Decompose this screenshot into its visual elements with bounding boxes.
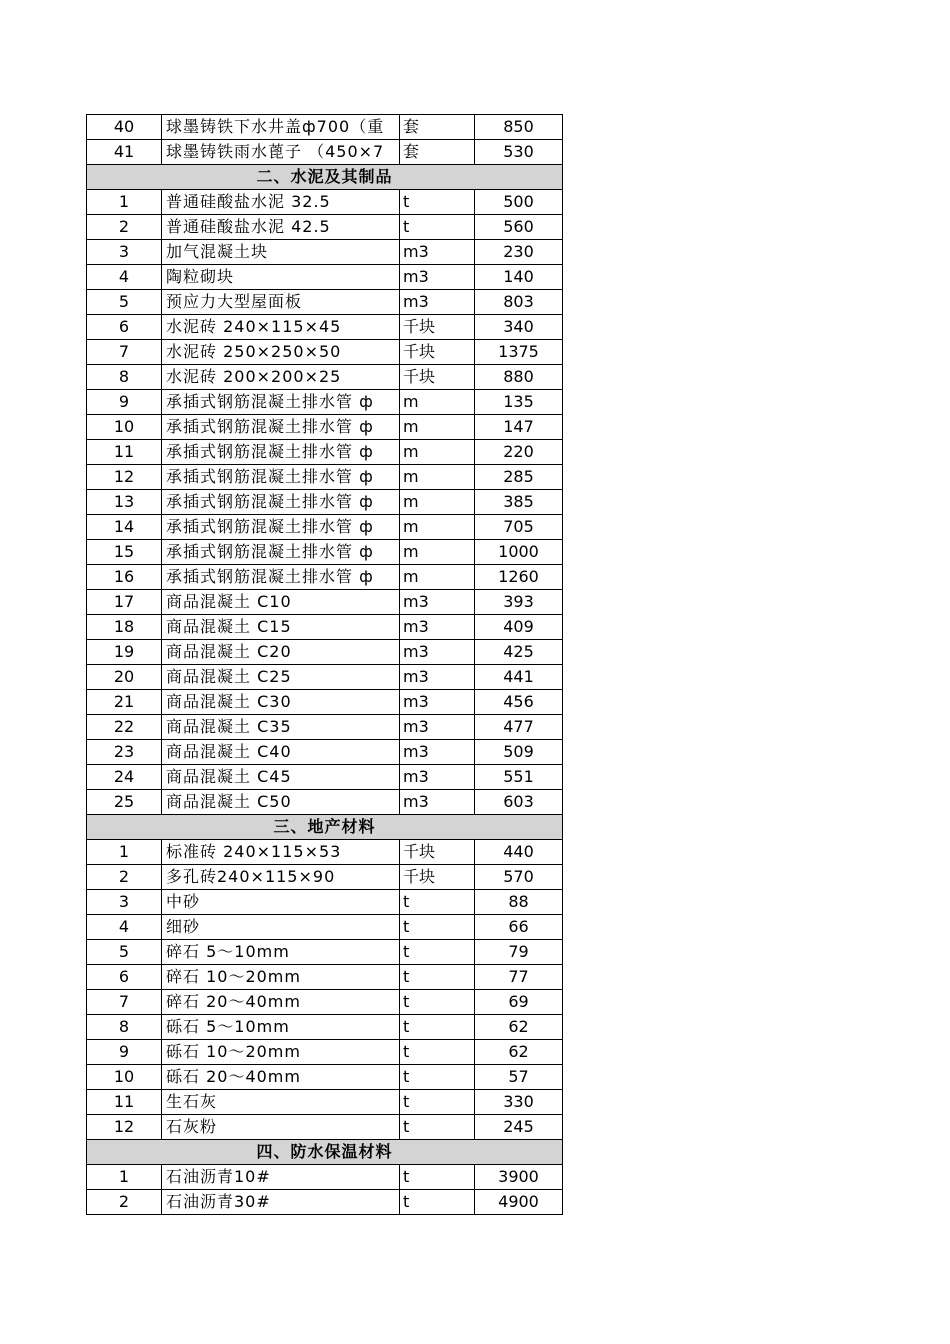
unit-cell[interactable]: t bbox=[400, 215, 475, 240]
price-cell[interactable]: 330 bbox=[475, 1090, 563, 1115]
table-row bbox=[87, 1115, 563, 1140]
table-row bbox=[87, 440, 563, 465]
table-row bbox=[87, 240, 563, 265]
unit-cell[interactable]: 千块 bbox=[400, 340, 475, 365]
price-cell[interactable]: 551 bbox=[475, 765, 563, 790]
row-number-cell[interactable]: 18 bbox=[87, 615, 162, 640]
unit-cell[interactable]: t bbox=[400, 1115, 475, 1140]
table-row bbox=[87, 690, 563, 715]
material-name-cell[interactable]: 商品混凝土 C50 bbox=[162, 790, 400, 815]
price-cell[interactable]: 393 bbox=[475, 590, 563, 615]
material-name-cell[interactable]: 生石灰 bbox=[162, 1090, 400, 1115]
table-row bbox=[87, 765, 563, 790]
section-title[interactable]: 二、水泥及其制品 bbox=[87, 165, 563, 190]
price-cell[interactable]: 560 bbox=[475, 215, 563, 240]
table-row bbox=[87, 965, 563, 990]
row-number-cell[interactable]: 2 bbox=[87, 865, 162, 890]
price-cell[interactable]: 440 bbox=[475, 840, 563, 865]
row-number-cell[interactable]: 2 bbox=[87, 215, 162, 240]
material-name-cell[interactable]: 商品混凝土 C20 bbox=[162, 640, 400, 665]
price-cell[interactable]: 477 bbox=[475, 715, 563, 740]
material-name-cell[interactable]: 石油沥青10# bbox=[162, 1165, 400, 1190]
row-number-cell[interactable]: 15 bbox=[87, 540, 162, 565]
price-cell[interactable]: 1375 bbox=[475, 340, 563, 365]
price-cell[interactable]: 570 bbox=[475, 865, 563, 890]
material-name-cell[interactable]: 水泥砖 240×115×45 bbox=[162, 315, 400, 340]
unit-cell[interactable]: m bbox=[400, 465, 475, 490]
row-number-cell[interactable]: 8 bbox=[87, 365, 162, 390]
unit-cell[interactable]: t bbox=[400, 915, 475, 940]
price-cell[interactable]: 500 bbox=[475, 190, 563, 215]
unit-cell[interactable]: m3 bbox=[400, 640, 475, 665]
table-row bbox=[87, 640, 563, 665]
table-row bbox=[87, 1190, 563, 1215]
material-name-cell[interactable]: 石油沥青30# bbox=[162, 1190, 400, 1215]
material-name-cell[interactable]: 水泥砖 250×250×50 bbox=[162, 340, 400, 365]
row-number-cell[interactable]: 24 bbox=[87, 765, 162, 790]
table-row bbox=[87, 1040, 563, 1065]
unit-cell[interactable]: m3 bbox=[400, 665, 475, 690]
unit-cell[interactable]: 千块 bbox=[400, 365, 475, 390]
row-number-cell[interactable]: 4 bbox=[87, 265, 162, 290]
row-number-cell[interactable]: 40 bbox=[87, 115, 162, 140]
row-number-cell[interactable]: 1 bbox=[87, 840, 162, 865]
material-name-cell[interactable]: 加气混凝土块 bbox=[162, 240, 400, 265]
unit-cell[interactable]: m3 bbox=[400, 790, 475, 815]
material-name-cell[interactable]: 碎石 5～10mm bbox=[162, 940, 400, 965]
unit-cell[interactable]: t bbox=[400, 1190, 475, 1215]
material-name-cell[interactable]: 砾石 5～10mm bbox=[162, 1015, 400, 1040]
row-number-cell[interactable]: 22 bbox=[87, 715, 162, 740]
table-row bbox=[87, 565, 563, 590]
material-name-cell[interactable]: 普通硅酸盐水泥 32.5 bbox=[162, 190, 400, 215]
price-cell[interactable]: 285 bbox=[475, 465, 563, 490]
material-name-cell[interactable]: 碎石 10～20mm bbox=[162, 965, 400, 990]
unit-cell[interactable]: m3 bbox=[400, 590, 475, 615]
material-name-cell[interactable]: 承插式钢筋混凝土排水管 ф bbox=[162, 415, 400, 440]
price-cell[interactable]: 135 bbox=[475, 390, 563, 415]
material-name-cell[interactable]: 商品混凝土 C10 bbox=[162, 590, 400, 615]
price-cell[interactable]: 1260 bbox=[475, 565, 563, 590]
section-title[interactable]: 三、地产材料 bbox=[87, 815, 563, 840]
price-cell[interactable]: 140 bbox=[475, 265, 563, 290]
row-number-cell[interactable]: 6 bbox=[87, 965, 162, 990]
table-row bbox=[87, 790, 563, 815]
table-row bbox=[87, 490, 563, 515]
unit-cell[interactable]: m bbox=[400, 515, 475, 540]
unit-cell[interactable]: t bbox=[400, 190, 475, 215]
row-number-cell[interactable]: 10 bbox=[87, 1065, 162, 1090]
row-number-cell[interactable]: 7 bbox=[87, 990, 162, 1015]
material-name-cell[interactable]: 水泥砖 200×200×25 bbox=[162, 365, 400, 390]
table-row bbox=[87, 190, 563, 215]
unit-cell[interactable]: m bbox=[400, 490, 475, 515]
material-name-cell[interactable]: 砾石 20～40mm bbox=[162, 1065, 400, 1090]
row-number-cell[interactable]: 16 bbox=[87, 565, 162, 590]
table-row bbox=[87, 415, 563, 440]
unit-cell[interactable]: m3 bbox=[400, 715, 475, 740]
row-number-cell[interactable]: 8 bbox=[87, 1015, 162, 1040]
unit-cell[interactable]: m3 bbox=[400, 765, 475, 790]
material-name-cell[interactable]: 细砂 bbox=[162, 915, 400, 940]
table-row bbox=[87, 140, 563, 165]
row-number-cell[interactable]: 9 bbox=[87, 390, 162, 415]
price-cell[interactable]: 409 bbox=[475, 615, 563, 640]
row-number-cell[interactable]: 14 bbox=[87, 515, 162, 540]
material-name-cell[interactable]: 中砂 bbox=[162, 890, 400, 915]
material-name-cell[interactable]: 碎石 20～40mm bbox=[162, 990, 400, 1015]
table-row bbox=[87, 465, 563, 490]
row-number-cell[interactable]: 11 bbox=[87, 440, 162, 465]
price-cell[interactable]: 385 bbox=[475, 490, 563, 515]
price-cell[interactable]: 77 bbox=[475, 965, 563, 990]
material-name-cell[interactable]: 预应力大型屋面板 bbox=[162, 290, 400, 315]
unit-cell[interactable]: m3 bbox=[400, 740, 475, 765]
table-row bbox=[87, 1165, 563, 1190]
row-number-cell[interactable]: 4 bbox=[87, 915, 162, 940]
row-number-cell[interactable]: 13 bbox=[87, 490, 162, 515]
unit-cell[interactable]: m3 bbox=[400, 615, 475, 640]
material-name-cell[interactable]: 石灰粉 bbox=[162, 1115, 400, 1140]
table-row bbox=[87, 215, 563, 240]
row-number-cell[interactable]: 23 bbox=[87, 740, 162, 765]
table-row bbox=[87, 740, 563, 765]
material-name-cell[interactable]: 承插式钢筋混凝土排水管 ф bbox=[162, 540, 400, 565]
price-cell[interactable]: 340 bbox=[475, 315, 563, 340]
row-number-cell[interactable]: 5 bbox=[87, 940, 162, 965]
table-row bbox=[87, 340, 563, 365]
table-row bbox=[87, 290, 563, 315]
material-name-cell[interactable]: 商品混凝土 C45 bbox=[162, 765, 400, 790]
material-name-cell[interactable]: 砾石 10～20mm bbox=[162, 1040, 400, 1065]
price-cell[interactable]: 425 bbox=[475, 640, 563, 665]
price-cell[interactable]: 57 bbox=[475, 1065, 563, 1090]
row-number-cell[interactable]: 7 bbox=[87, 340, 162, 365]
table-row bbox=[87, 515, 563, 540]
price-cell[interactable]: 3900 bbox=[475, 1165, 563, 1190]
row-number-cell[interactable]: 3 bbox=[87, 890, 162, 915]
unit-cell[interactable]: t bbox=[400, 890, 475, 915]
table-row bbox=[87, 615, 563, 640]
price-cell[interactable]: 705 bbox=[475, 515, 563, 540]
price-cell[interactable]: 1000 bbox=[475, 540, 563, 565]
row-number-cell[interactable]: 41 bbox=[87, 140, 162, 165]
unit-cell[interactable]: m bbox=[400, 440, 475, 465]
material-price-table bbox=[86, 114, 563, 1215]
price-cell[interactable]: 147 bbox=[475, 415, 563, 440]
price-cell[interactable]: 850 bbox=[475, 115, 563, 140]
price-cell[interactable]: 62 bbox=[475, 1040, 563, 1065]
unit-cell[interactable]: t bbox=[400, 940, 475, 965]
material-name-cell[interactable]: 商品混凝土 C35 bbox=[162, 715, 400, 740]
table-row bbox=[87, 990, 563, 1015]
material-name-cell[interactable]: 承插式钢筋混凝土排水管 ф bbox=[162, 490, 400, 515]
table-row bbox=[87, 315, 563, 340]
row-number-cell[interactable]: 1 bbox=[87, 190, 162, 215]
table-row bbox=[87, 1090, 563, 1115]
price-cell[interactable]: 69 bbox=[475, 990, 563, 1015]
row-number-cell[interactable]: 2 bbox=[87, 1190, 162, 1215]
table-row bbox=[87, 540, 563, 565]
unit-cell[interactable]: t bbox=[400, 965, 475, 990]
row-number-cell[interactable]: 25 bbox=[87, 790, 162, 815]
table-body bbox=[87, 115, 563, 1215]
material-name-cell[interactable]: 普通硅酸盐水泥 42.5 bbox=[162, 215, 400, 240]
row-number-cell[interactable]: 12 bbox=[87, 1115, 162, 1140]
table-row bbox=[87, 1065, 563, 1090]
price-cell[interactable]: 66 bbox=[475, 915, 563, 940]
unit-cell[interactable]: t bbox=[400, 1165, 475, 1190]
unit-cell[interactable]: 千块 bbox=[400, 865, 475, 890]
material-name-cell[interactable]: 标准砖 240×115×53 bbox=[162, 840, 400, 865]
table-row bbox=[87, 265, 563, 290]
row-number-cell[interactable]: 11 bbox=[87, 1090, 162, 1115]
material-name-cell[interactable]: 承插式钢筋混凝土排水管 ф bbox=[162, 465, 400, 490]
material-name-cell[interactable]: 多孔砖240×115×90 bbox=[162, 865, 400, 890]
material-name-cell[interactable]: 商品混凝土 C30 bbox=[162, 690, 400, 715]
material-name-cell[interactable]: 球墨铸铁下水井盖ф700（重 bbox=[162, 115, 400, 140]
material-name-cell[interactable]: 承插式钢筋混凝土排水管 ф bbox=[162, 565, 400, 590]
unit-cell[interactable]: t bbox=[400, 990, 475, 1015]
table-row bbox=[87, 840, 563, 865]
material-name-cell[interactable]: 承插式钢筋混凝土排水管 ф bbox=[162, 440, 400, 465]
unit-cell[interactable]: m bbox=[400, 565, 475, 590]
price-cell[interactable]: 509 bbox=[475, 740, 563, 765]
material-name-cell[interactable]: 承插式钢筋混凝土排水管 ф bbox=[162, 390, 400, 415]
price-cell[interactable]: 4900 bbox=[475, 1190, 563, 1215]
table-row bbox=[87, 715, 563, 740]
material-name-cell[interactable]: 承插式钢筋混凝土排水管 ф bbox=[162, 515, 400, 540]
table-row bbox=[87, 915, 563, 940]
row-number-cell[interactable]: 6 bbox=[87, 315, 162, 340]
unit-cell[interactable]: t bbox=[400, 1090, 475, 1115]
price-cell[interactable]: 88 bbox=[475, 890, 563, 915]
unit-cell[interactable]: m3 bbox=[400, 265, 475, 290]
price-cell[interactable]: 530 bbox=[475, 140, 563, 165]
material-name-cell[interactable]: 商品混凝土 C25 bbox=[162, 665, 400, 690]
section-title[interactable]: 四、防水保温材料 bbox=[87, 1140, 563, 1165]
price-cell[interactable]: 456 bbox=[475, 690, 563, 715]
row-number-cell[interactable]: 9 bbox=[87, 1040, 162, 1065]
unit-cell[interactable]: m3 bbox=[400, 240, 475, 265]
row-number-cell[interactable]: 21 bbox=[87, 690, 162, 715]
row-number-cell[interactable]: 10 bbox=[87, 415, 162, 440]
row-number-cell[interactable]: 19 bbox=[87, 640, 162, 665]
material-name-cell[interactable]: 球墨铸铁雨水蓖子 （450×7 bbox=[162, 140, 400, 165]
table-row bbox=[87, 365, 563, 390]
material-name-cell[interactable]: 商品混凝土 C15 bbox=[162, 615, 400, 640]
table-row bbox=[87, 1015, 563, 1040]
section-header-row bbox=[87, 165, 563, 190]
section-header-row bbox=[87, 815, 563, 840]
table-row bbox=[87, 590, 563, 615]
unit-cell[interactable]: 套 bbox=[400, 115, 475, 140]
table-row bbox=[87, 890, 563, 915]
price-cell[interactable]: 603 bbox=[475, 790, 563, 815]
unit-cell[interactable]: t bbox=[400, 1040, 475, 1065]
price-cell[interactable]: 803 bbox=[475, 290, 563, 315]
price-cell[interactable]: 62 bbox=[475, 1015, 563, 1040]
unit-cell[interactable]: 千块 bbox=[400, 840, 475, 865]
unit-cell[interactable]: t bbox=[400, 1065, 475, 1090]
material-name-cell[interactable]: 商品混凝土 C40 bbox=[162, 740, 400, 765]
price-cell[interactable]: 220 bbox=[475, 440, 563, 465]
price-cell[interactable]: 79 bbox=[475, 940, 563, 965]
row-number-cell[interactable]: 3 bbox=[87, 240, 162, 265]
table-row bbox=[87, 390, 563, 415]
table-row bbox=[87, 115, 563, 140]
unit-cell[interactable]: m3 bbox=[400, 690, 475, 715]
price-cell[interactable]: 230 bbox=[475, 240, 563, 265]
table-row bbox=[87, 865, 563, 890]
table-row bbox=[87, 665, 563, 690]
unit-cell[interactable]: 套 bbox=[400, 140, 475, 165]
row-number-cell[interactable]: 12 bbox=[87, 465, 162, 490]
unit-cell[interactable]: 千块 bbox=[400, 315, 475, 340]
unit-cell[interactable]: m bbox=[400, 415, 475, 440]
row-number-cell[interactable]: 17 bbox=[87, 590, 162, 615]
unit-cell[interactable]: t bbox=[400, 1015, 475, 1040]
unit-cell[interactable]: m bbox=[400, 540, 475, 565]
unit-cell[interactable]: m3 bbox=[400, 290, 475, 315]
table-row bbox=[87, 940, 563, 965]
material-name-cell[interactable]: 陶粒砌块 bbox=[162, 265, 400, 290]
price-cell[interactable]: 880 bbox=[475, 365, 563, 390]
unit-cell[interactable]: m bbox=[400, 390, 475, 415]
row-number-cell[interactable]: 20 bbox=[87, 665, 162, 690]
row-number-cell[interactable]: 1 bbox=[87, 1165, 162, 1190]
price-cell[interactable]: 441 bbox=[475, 665, 563, 690]
row-number-cell[interactable]: 5 bbox=[87, 290, 162, 315]
section-header-row bbox=[87, 1140, 563, 1165]
price-cell[interactable]: 245 bbox=[475, 1115, 563, 1140]
